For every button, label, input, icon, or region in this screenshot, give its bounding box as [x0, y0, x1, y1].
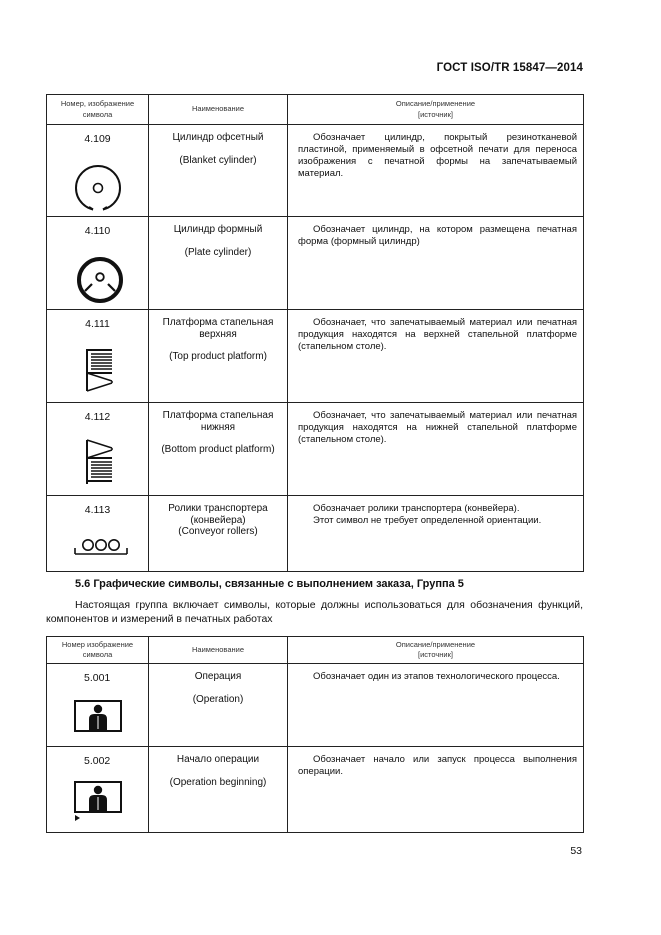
- symbol-name-en: (Operation beginning): [169, 776, 267, 788]
- table-row: [47, 217, 584, 310]
- column-header-description: Описание/применение [источник]: [288, 637, 584, 664]
- symbol-name-en: (Blanket cylinder): [179, 154, 257, 166]
- section-intro: Настоящая группа включает символы, которые должны использоваться для обозначения функций, компонентов и измерений в печатных работах: [46, 599, 583, 625]
- conveyor-rollers-icon: [47, 518, 148, 558]
- symbol-number: 4.110: [84, 225, 111, 237]
- table-header-row: [47, 95, 584, 125]
- symbol-cell: [47, 310, 149, 403]
- column-header-number: Номер, изображение символа: [47, 95, 149, 125]
- description-cell: [288, 125, 584, 217]
- symbol-description: Обозначает, что запечатываемый материал или печатная продукция находятся на нижней стапельной платформе (стапельном столе).: [298, 410, 577, 446]
- symbol-description-note: Этот символ не требует определенной ориентации.: [313, 515, 542, 527]
- name-cell: [149, 747, 288, 833]
- table-row: [47, 403, 584, 496]
- name-cell: [149, 403, 288, 496]
- column-header-name: Наименование: [149, 95, 288, 125]
- name-cell: [149, 310, 288, 403]
- symbol-name-en: (Operation): [192, 693, 244, 705]
- column-header-number: Номер изображение символа: [47, 637, 149, 664]
- table-row: [47, 496, 584, 572]
- table-row: [47, 125, 584, 217]
- symbol-number: 4.112: [84, 411, 111, 423]
- symbol-description: Обозначает цилиндр, на котором размещена печатная форма (формный цилиндр): [298, 224, 577, 248]
- blanket-cylinder-icon: [47, 147, 148, 213]
- symbol-name-en: (Top product platform): [169, 351, 267, 362]
- name-cell: [149, 125, 288, 217]
- symbol-cell: [47, 496, 149, 572]
- table-row: [47, 747, 584, 833]
- symbol-number: 5.001: [84, 672, 111, 684]
- section-title: 5.6 Графические символы, связанные с выполнением заказа, Группа 5: [75, 578, 464, 590]
- symbol-description: Обозначает ролики транспортера (конвейера).: [313, 503, 520, 514]
- plate-cylinder-icon: [47, 239, 148, 305]
- symbol-cell: [47, 747, 149, 833]
- table-header-row: [47, 637, 584, 664]
- symbol-description: Обозначает один из этапов технологического процесса.: [313, 671, 560, 682]
- description-cell: [288, 217, 584, 310]
- table-row: [47, 310, 584, 403]
- symbol-description: Обозначает, что запечатываемый материал или печатная продукция находятся на верхней стапельной платформе (стапельном столе).: [298, 317, 577, 353]
- symbol-name-en: (Bottom product platform): [161, 444, 275, 455]
- symbol-number: 4.111: [85, 318, 110, 330]
- symbol-name-en: (Conveyor rollers): [178, 526, 258, 537]
- symbol-name-ru: Начало операции: [176, 754, 260, 765]
- name-cell: [149, 664, 288, 747]
- symbols-table-group5: [46, 636, 584, 833]
- bottom-platform-icon: [47, 425, 148, 486]
- column-header-name: Наименование: [149, 637, 288, 664]
- table-row: [47, 664, 584, 747]
- symbol-number: 4.109: [84, 133, 111, 145]
- symbol-cell: [47, 664, 149, 747]
- name-cell: [149, 217, 288, 310]
- description-cell: [288, 496, 584, 572]
- page-number: 53: [570, 845, 582, 857]
- symbol-name-ru: Платформа стапельная нижняя: [162, 410, 274, 433]
- symbol-cell: [47, 217, 149, 310]
- symbol-name-ru: Ролики транспортера (конвейера): [168, 503, 268, 526]
- description-cell: [288, 664, 584, 747]
- operation-icon: [47, 686, 148, 732]
- symbol-number: 4.113: [84, 504, 111, 516]
- symbol-name-ru: Операция: [194, 671, 242, 682]
- top-platform-icon: [47, 332, 148, 393]
- operation-beginning-icon: [47, 769, 148, 823]
- description-cell: [288, 403, 584, 496]
- column-header-description: Описание/применение [источник]: [288, 95, 584, 125]
- description-cell: [288, 310, 584, 403]
- symbol-name-en: (Plate cylinder): [184, 246, 252, 258]
- symbol-name-ru: Цилиндр формный: [173, 224, 263, 235]
- symbols-table-group4: [46, 94, 584, 572]
- symbol-description: Обозначает начало или запуск процесса выполнения операции.: [298, 754, 577, 778]
- symbol-number: 5.002: [84, 755, 111, 767]
- document-header: ГОСТ ISO/TR 15847—2014: [436, 62, 583, 74]
- symbol-name-ru: Платформа стапельная верхняя: [162, 317, 274, 340]
- name-cell: [149, 496, 288, 572]
- symbol-cell: [47, 403, 149, 496]
- description-cell: [288, 747, 584, 833]
- symbol-cell: [47, 125, 149, 217]
- symbol-description: Обозначает цилиндр, покрытый резинотканевой пластиной, применяемый в офсетной печати для переноса изображения с печатной формы на запечатываемый материал.: [298, 132, 577, 180]
- symbol-name-ru: Цилиндр офсетный: [172, 132, 264, 143]
